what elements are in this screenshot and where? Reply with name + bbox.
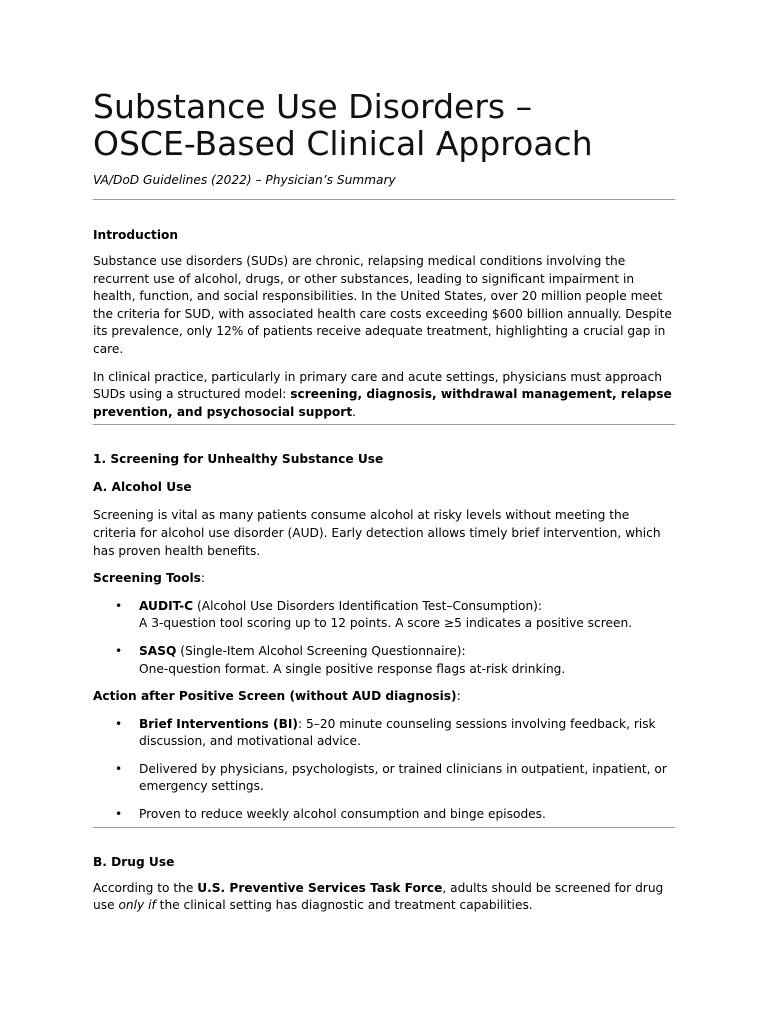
intro-p2-bold: screening, diagnosis, withdrawal management, relapse prevention, and psychosocial support (93, 387, 672, 419)
document-subtitle: VA/DoD Guidelines (2022) – Physician’s Summary (93, 173, 396, 187)
title-line-1: Substance Use Disorders – (93, 87, 533, 126)
list-item (93, 716, 675, 751)
intro-paragraph-1: Substance use disorders (SUDs) are chronic, relapsing medical conditions involving the recurrent use of alcohol, drugs, or other substances, leading to significant impairment in health, function, and social responsibilities. In the United States, over 20 million people meet the criteria for SUD, with associated health care costs exceeding $600 billion annually. Despite its prevalence, only 12% of patients receive adequate treatment, highlighting a crucial gap in care. (93, 254, 672, 356)
drug-p-prefix: According to the (93, 880, 198, 895)
document-title (93, 88, 675, 162)
tool-detail: One-question format. A single positive response flags at-risk drinking. (139, 661, 566, 676)
drug-use-heading: B. Drug Use (93, 854, 175, 869)
intro-heading: Introduction (93, 228, 179, 242)
tool-name: AUDIT-C (139, 598, 194, 613)
drug-p-mid: , adults should be screened for drug use (93, 880, 664, 913)
drug-paragraph (93, 880, 675, 915)
tool-description: (Single-Item Alcohol Screening Questionnaire): (176, 643, 466, 658)
screening-tools-heading (93, 570, 675, 588)
intro-p2-suffix: . (352, 404, 357, 419)
bullet: • (115, 598, 123, 613)
bullet: • (115, 643, 123, 658)
action-text: : 5–20 minute counseling sessions involving feedback, risk discussion, and motivational advice. (139, 716, 656, 749)
bullet: • (115, 761, 123, 776)
alcohol-use-heading: A. Alcohol Use (93, 480, 192, 495)
screening-tools-label: Screening Tools (93, 571, 201, 586)
action-bold: Brief Interventions (BI) (139, 716, 299, 731)
action-list (93, 716, 675, 824)
uspstf-name: U.S. Preventive Services Task Force (197, 880, 443, 895)
tool-description: (Alcohol Use Disorders Identification Test–Consumption): (193, 598, 543, 613)
drug-p-italic: only if (118, 898, 156, 913)
list-item (93, 761, 675, 796)
list-item (93, 643, 675, 678)
intro-paragraph-2 (93, 369, 675, 422)
bullet: • (115, 807, 123, 822)
divider (93, 424, 675, 425)
section-1-heading: 1. Screening for Unhealthy Substance Use (93, 452, 384, 467)
tool-name: SASQ (139, 643, 177, 658)
action-text: Delivered by physicians, psychologists, or trained clinicians in outpatient, inpatient, or emergency settings. (139, 761, 667, 794)
screening-tools-colon: : (200, 571, 206, 586)
action-heading (93, 688, 675, 706)
drug-p-suffix: the clinical setting has diagnostic and treatment capabilities. (155, 898, 533, 913)
screening-tools-list (93, 598, 675, 678)
action-text: Proven to reduce weekly alcohol consumption and binge episodes. (139, 807, 546, 822)
list-item (93, 598, 675, 633)
alcohol-paragraph: Screening is vital as many patients consume alcohol at risky levels without meeting the criteria for alcohol use disorder (AUD). Early detection allows timely brief intervention, which has proven health benefits. (93, 508, 661, 558)
intro-p2-text: In clinical practice, particularly in primary care and acute settings, physicians must approach SUDs using a structured model: (93, 369, 662, 402)
action-label: Action after Positive Screen (without AUD diagnosis) (93, 689, 457, 704)
tool-detail: A 3-question tool scoring up to 12 points. A score ≥5 indicates a positive screen. (139, 616, 633, 631)
list-item (93, 806, 675, 824)
divider (93, 827, 675, 828)
action-colon: : (456, 689, 461, 704)
bullet: • (115, 716, 123, 731)
divider (93, 199, 675, 200)
title-line-2: OSCE-Based Clinical Approach (93, 124, 593, 163)
